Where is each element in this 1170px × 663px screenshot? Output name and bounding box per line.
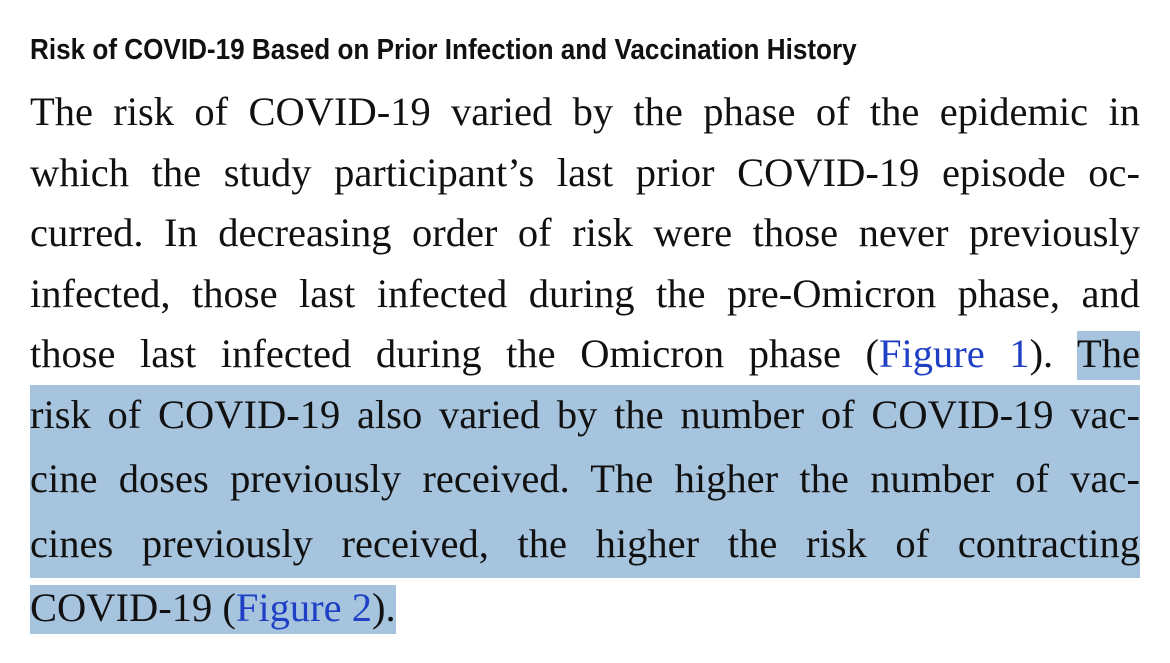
text-line: which the study participant’s last prior COVID-19 episode oc- — [30, 149, 1140, 195]
text-segment: COVID-19 ( — [30, 585, 236, 630]
selected-text-segment — [30, 585, 396, 634]
text-line: infected, those last infected during the pre-Omicron phase, and — [30, 270, 1140, 316]
section-heading: Risk of COVID-19 Based on Prior Infection and Vaccination History — [30, 34, 857, 66]
text-line — [30, 578, 1140, 639]
selected-text-line: cine doses previously received. The higher the number of vac- — [30, 449, 1140, 514]
body-paragraph[interactable] — [30, 82, 1140, 639]
selected-text-line: risk of COVID-19 also varied by the number of COVID-19 vac- — [30, 385, 1140, 450]
selected-text-line: cines previously received, the higher the risk of contracting — [30, 514, 1140, 579]
text-segment: ). — [371, 585, 396, 630]
text-line: The risk of COVID-19 varied by the phase of the epidemic in — [30, 89, 1140, 134]
figure-2-link[interactable]: Figure 2 — [235, 585, 372, 630]
figure-1-link[interactable]: Figure 1 — [879, 331, 1030, 376]
text-segment: those last infected during the Omicron phase ( — [30, 331, 879, 376]
text-segment: ). — [1029, 331, 1054, 376]
text-line: curred. In decreasing order of risk were those never previously — [30, 210, 1140, 255]
text-line — [30, 324, 1140, 385]
selected-text-segment: The — [1077, 331, 1140, 380]
